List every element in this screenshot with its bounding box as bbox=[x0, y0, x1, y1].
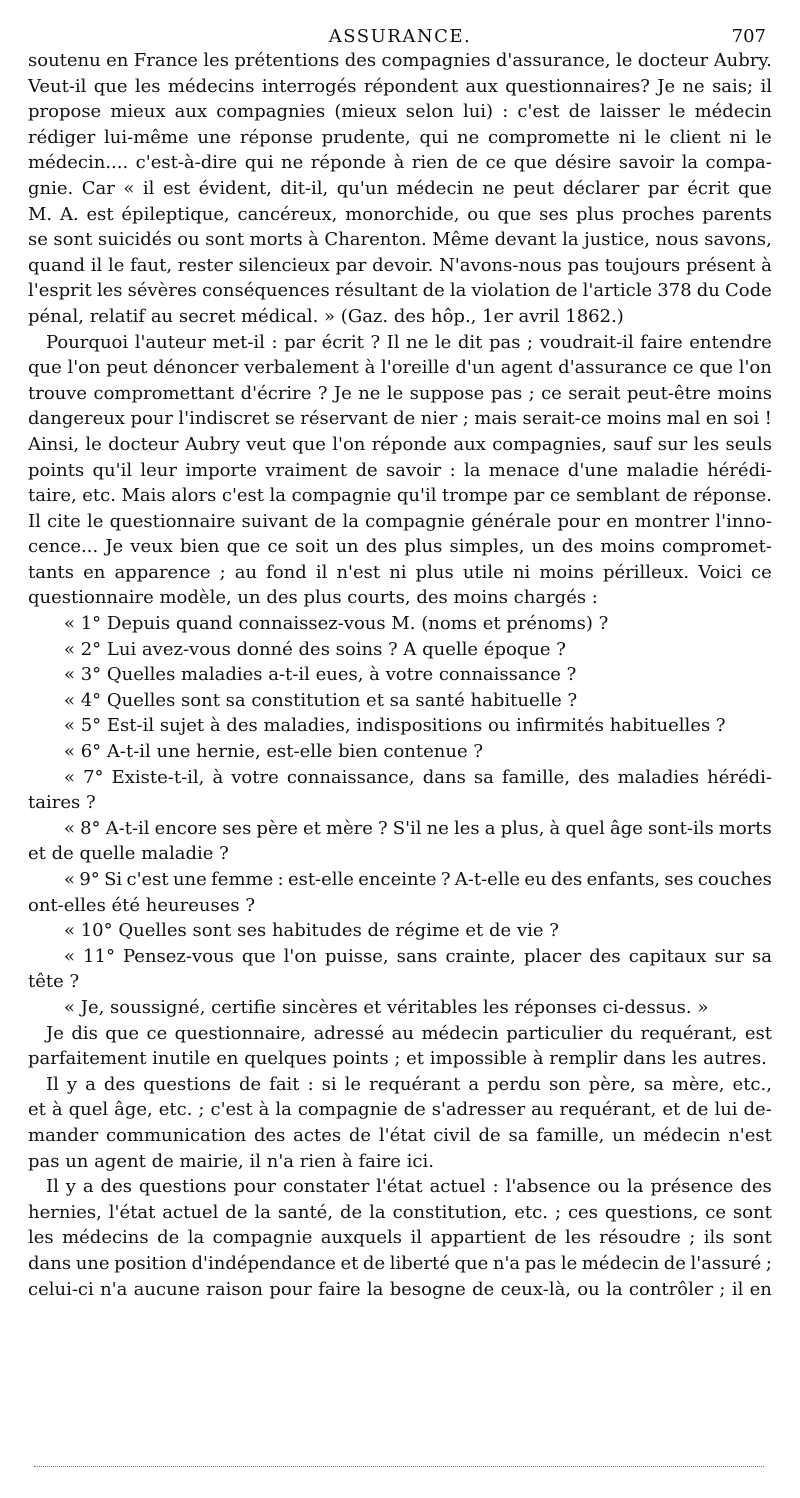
text-line: se sont suicidés ou sont morts à Charenton. Même devant la justice, nous savons, bbox=[28, 229, 772, 251]
text-line: celui-ci n'a aucune raison pour faire la besogne de ceux-là, ou la contrôler ; il en bbox=[28, 1278, 772, 1300]
text-line: « 6° A-t-il une hernie, est-elle bien contenue ? bbox=[64, 741, 483, 763]
text-line: « 4° Quelles sont sa constitution et sa santé habituelle ? bbox=[64, 689, 578, 711]
text-line: « 10° Quelles sont ses habitudes de régime et de vie ? bbox=[64, 920, 559, 942]
text-line: rédiger lui-même une réponse prudente, qui ne compromette ni le client ni le bbox=[28, 126, 772, 148]
text-line: taires ? bbox=[28, 792, 96, 814]
page-number: 707 bbox=[731, 26, 766, 47]
text-line: propose mieux aux compagnies (mieux selon lui) : c'est de laisser le médecin bbox=[28, 101, 772, 123]
text-line: Il cite le questionnaire suivant de la compagnie générale pour en montrer l'inno- bbox=[28, 510, 772, 532]
text-line: soutenu en France les prétentions des compagnies d'assurance, le docteur Aubry. bbox=[28, 50, 772, 71]
running-title: ASSURANCE. bbox=[328, 26, 472, 47]
text-line: Pourquoi l'auteur met-il : par écrit ? Il ne le dit pas ; voudrait-il faire entendre bbox=[46, 331, 772, 353]
text-line: dans une position d'indépendance et de liberté que n'a pas le médecin de l'assuré ; bbox=[28, 1252, 772, 1274]
text-line: les médecins de la compagnie auxquels il appartient de les résoudre ; ils sont bbox=[28, 1227, 772, 1249]
text-line: pénal, relatif au secret médical. » (Gaz. des hôp., 1er avril 1862.) bbox=[28, 305, 624, 327]
text-line: Je dis que ce questionnaire, adressé au médecin particulier du requérant, est bbox=[46, 1022, 772, 1044]
page bbox=[28, 22, 772, 1302]
text-line: Ainsi, le docteur Aubry veut que l'on réponde aux compagnies, sauf sur les seuls bbox=[28, 433, 772, 455]
text-line: mander communication des actes de l'état civil de sa famille, un médecin n'est bbox=[28, 1124, 772, 1146]
running-header bbox=[28, 22, 772, 48]
text-line: pas un agent de mairie, il n'a rien à faire ici. bbox=[28, 1150, 434, 1172]
text-line: ont-elles été heureuses ? bbox=[28, 894, 255, 916]
text-line: parfaitement inutile en quelques points ; et impossible à remplir dans les autres. bbox=[28, 1048, 767, 1070]
text-line: « 3° Quelles maladies a-t-il eues, à votre connaissance ? bbox=[64, 664, 577, 686]
text-line: « 8° A-t-il encore ses père et mère ? S'il ne les a plus, à quel âge sont-ils morts bbox=[64, 817, 772, 839]
text-line: l'esprit les sévères conséquences résultant de la violation de l'article 378 du Code bbox=[28, 280, 772, 302]
text-line: « 9° Si c'est une femme : est-elle enceinte ? A-t-elle eu des enfants, ses couches bbox=[64, 869, 772, 890]
text-line: gnie. Car « il est évident, dit-il, qu'un médecin ne peut déclarer par écrit que bbox=[28, 177, 772, 199]
text-line: et à quel âge, etc. ; c'est à la compagnie de s'adresser au requérant, et de lui de- bbox=[28, 1099, 772, 1121]
text-line: médecin.... c'est-à-dire qui ne réponde à rien de ce que désire savoir la compa- bbox=[28, 152, 772, 174]
text-line: « 11° Pensez-vous que l'on puisse, sans crainte, placer des capitaux sur sa bbox=[64, 945, 772, 967]
text-line: « 2° Lui avez-vous donné des soins ? A quelle époque ? bbox=[64, 638, 566, 660]
footer-rule bbox=[34, 1466, 764, 1467]
text-line: Il y a des questions pour constater l'état actuel : l'absence ou la présence des bbox=[46, 1176, 772, 1198]
text-line: « Je, soussigné, certifie sincères et véritables les réponses ci-dessus. » bbox=[64, 996, 709, 1018]
text-line: « 7° Existe-t-il, à votre connaissance, dans sa famille, des maladies hérédi- bbox=[64, 766, 772, 788]
text-line: Veut-il que les médecins interrogés répondent aux questionnaires? Je ne sais; il bbox=[28, 75, 772, 97]
text-line: « 5° Est-il sujet à des maladies, indispositions ou infirmités habituelles ? bbox=[64, 715, 726, 737]
text-line: que l'on peut dénoncer verbalement à l'oreille d'un agent d'assurance ce que l'on bbox=[28, 357, 772, 379]
text-line: taire, etc. Mais alors c'est la compagnie qu'il trompe par ce semblant de réponse. bbox=[28, 485, 772, 507]
text-line: M. A. est épileptique, cancéreux, monorchide, ou que ses plus proches parents bbox=[28, 203, 772, 225]
text-line: et de quelle maladie ? bbox=[28, 843, 229, 865]
text-line: « 1° Depuis quand connaissez-vous M. (noms et prénoms) ? bbox=[64, 613, 609, 635]
text-line: dangereux pour l'indiscret se réservant de nier ; mais serait-ce moins mal en soi ! bbox=[28, 408, 772, 430]
text-line: cence... Je veux bien que ce soit un des plus simples, un des moins compromet- bbox=[28, 536, 772, 558]
body-text bbox=[28, 48, 772, 1302]
text-line: questionnaire modèle, un des plus courts, des moins chargés : bbox=[28, 587, 598, 609]
text-line: trouve compromettant d'écrire ? Je ne le suppose pas ; ce serait peut-être moins bbox=[28, 382, 772, 404]
text-line: points qu'il leur importe vraiment de savoir : la menace d'une maladie hérédi- bbox=[28, 459, 772, 481]
text-line: hernies, l'état actuel de la santé, de la constitution, etc. ; ces questions, ce sont bbox=[28, 1201, 772, 1223]
text-line: quand il le faut, rester silencieux par devoir. N'avons-nous pas toujours présent à bbox=[28, 254, 772, 276]
text-line: tants en apparence ; au fond il n'est ni plus utile ni moins périlleux. Voici ce bbox=[28, 561, 772, 583]
text-line: Il y a des questions de fait : si le requérant a perdu son père, sa mère, etc., bbox=[46, 1073, 772, 1095]
text-line: tête ? bbox=[28, 971, 80, 993]
